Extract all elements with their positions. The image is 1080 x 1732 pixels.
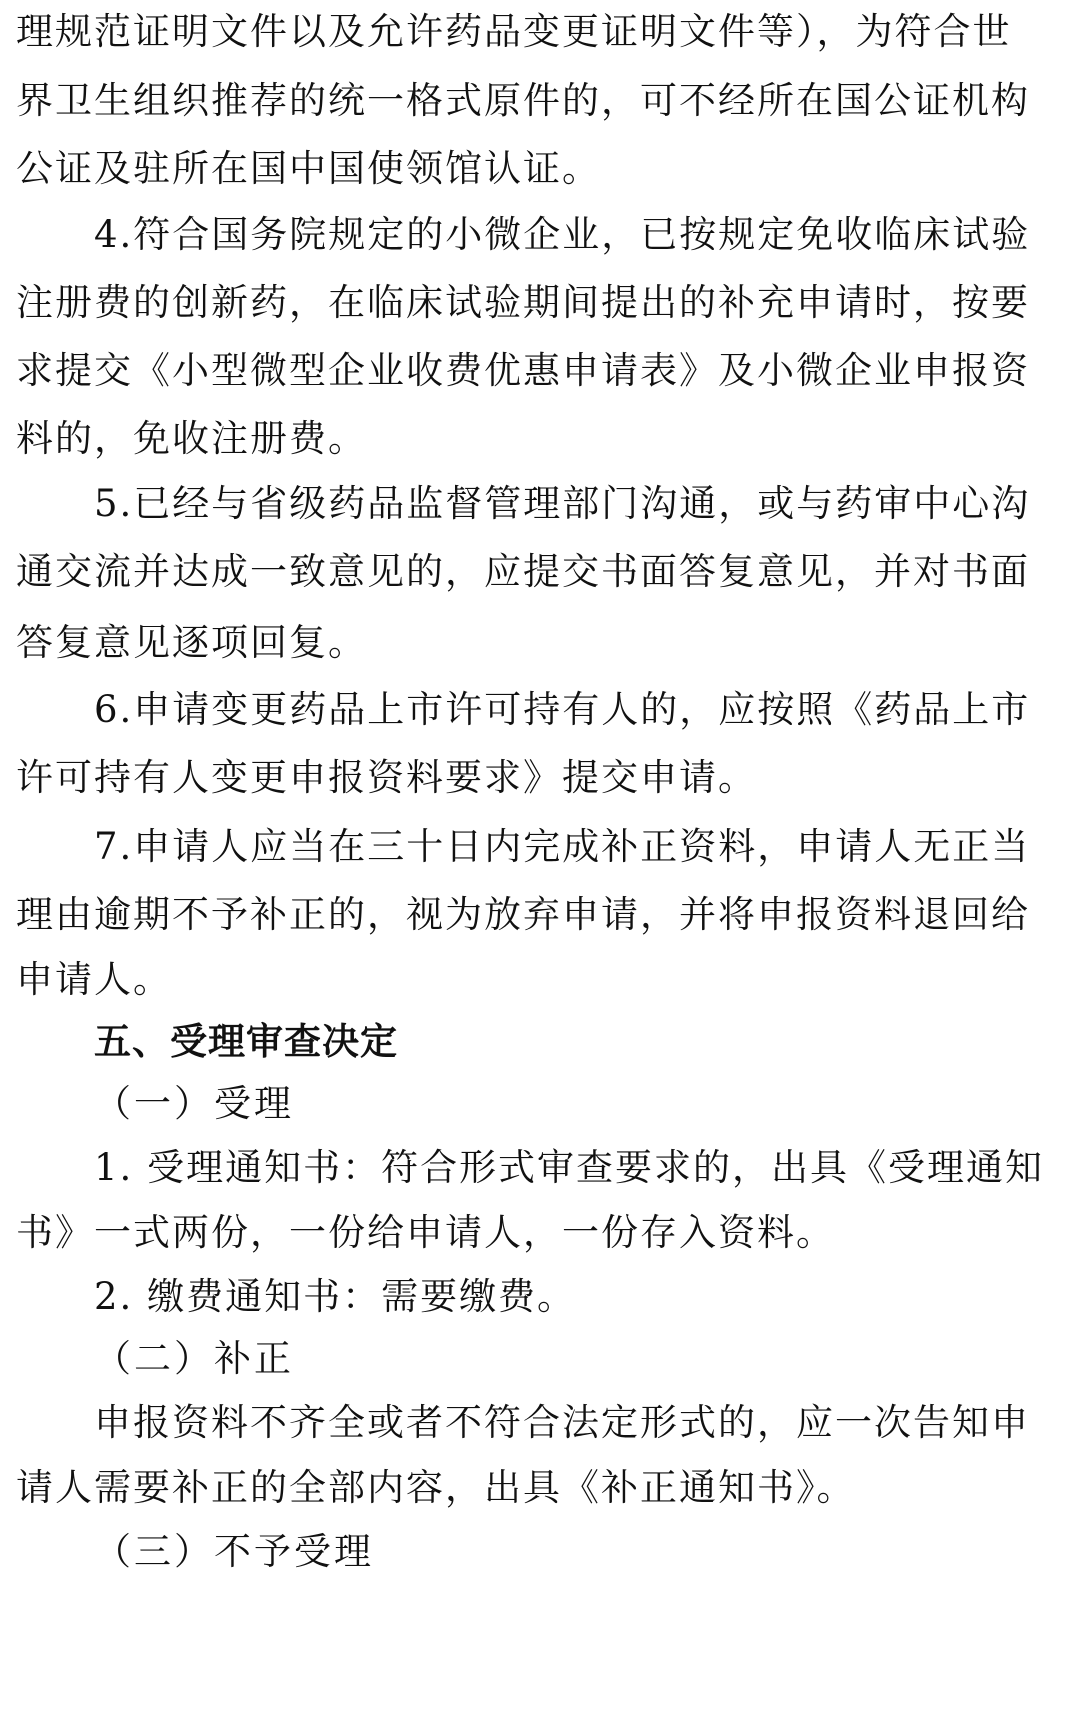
paragraph-line: 5.已经与省级药品监督管理部门沟通，或与药审中心沟 xyxy=(94,482,1031,525)
paragraph-line: 理规范证明文件以及允许药品变更证明文件等），为符合世 xyxy=(16,10,1012,53)
paragraph-line: 申报资料不齐全或者不符合法定形式的，应一次告知申 xyxy=(94,1401,1030,1444)
paragraph-line: 许可持有人变更申报资料要求》提交申请。 xyxy=(16,756,757,799)
paragraph-line: 公证及驻所在国中国使领馆认证。 xyxy=(16,147,601,190)
paragraph-line: 求提交《小型微型企业收费优惠申请表》及小微企业申报资 xyxy=(16,349,1030,392)
paragraph-line: 申请人。 xyxy=(16,958,172,1001)
paragraph-line: 2. 缴费通知书：需要缴费。 xyxy=(94,1275,577,1318)
subsection-heading: （三）不予受理 xyxy=(94,1530,374,1573)
section-heading: 五、受理审查决定 xyxy=(94,1020,398,1063)
paragraph-line: 理由逾期不予补正的，视为放弃申请，并将申报资料退回给 xyxy=(16,893,1030,936)
subsection-heading: （一）受理 xyxy=(94,1082,294,1125)
paragraph-line: 1. 受理通知书：符合形式审查要求的，出具《受理通知 xyxy=(94,1146,1045,1189)
paragraph-line: 料的，免收注册费。 xyxy=(16,417,367,460)
paragraph-line: 6.申请变更药品上市许可持有人的，应按照《药品上市 xyxy=(94,688,1031,731)
subsection-heading: （二）补正 xyxy=(94,1337,294,1380)
paragraph-line: 4.符合国务院规定的小微企业，已按规定免收临床试验 xyxy=(94,213,1031,256)
paragraph-line: 注册费的创新药，在临床试验期间提出的补充申请时，按要 xyxy=(16,281,1030,324)
paragraph-line: 书》一式两份，一份给申请人，一份存入资料。 xyxy=(16,1211,835,1254)
paragraph-line: 通交流并达成一致意见的，应提交书面答复意见，并对书面 xyxy=(16,550,1030,593)
paragraph-line: 答复意见逐项回复。 xyxy=(16,621,367,664)
paragraph-line: 界卫生组织推荐的统一格式原件的，可不经所在国公证机构 xyxy=(16,79,1030,122)
paragraph-line: 7.申请人应当在三十日内完成补正资料，申请人无正当 xyxy=(94,825,1031,868)
paragraph-line: 请人需要补正的全部内容，出具《补正通知书》。 xyxy=(16,1466,856,1509)
